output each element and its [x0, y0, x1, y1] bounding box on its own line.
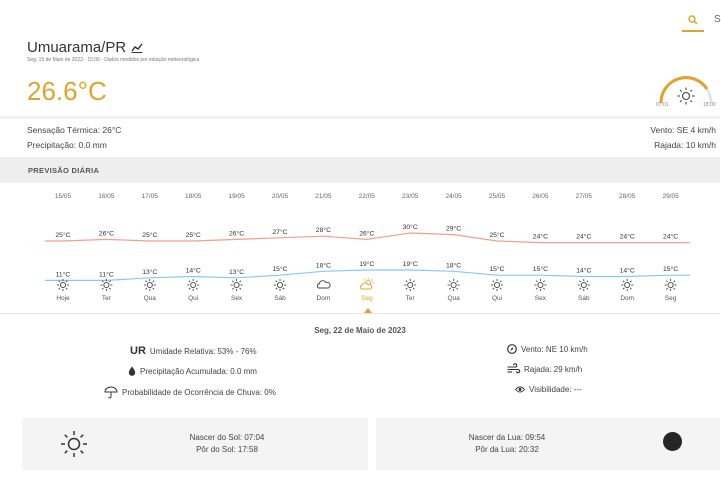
sun-icon[interactable]: [404, 279, 416, 291]
sun-icon: [60, 430, 88, 458]
sunset-text: Pôr do Sol: 17:58: [196, 445, 258, 454]
humidity-row: [130, 345, 257, 357]
city-header: [27, 39, 143, 56]
day-date: 22/05: [358, 193, 375, 200]
sun-times: [172, 432, 282, 456]
sun-icon[interactable]: [578, 279, 590, 291]
precip-text: Precipitação Acumulada: 0.0 mm: [140, 366, 257, 376]
max-temp-label: 25°C: [55, 232, 71, 239]
max-temp-label: 25°C: [185, 232, 201, 239]
detail-wind-text: Vento: NE 10 km/h: [521, 344, 588, 354]
partly-cloudy-icon[interactable]: [360, 278, 373, 289]
sun-icon[interactable]: [144, 279, 156, 291]
search-area: [682, 10, 721, 32]
sun-times-box: [22, 418, 368, 470]
station-subtitle: Seg, 15 de Maio de 2023 - 15:00 - Dados medidos por estação meteorológica: [27, 57, 200, 63]
min-temp-label: 13°C: [142, 268, 158, 276]
sun-icon[interactable]: [274, 279, 286, 291]
sun-icon[interactable]: [448, 279, 460, 291]
day-date: 19/05: [228, 193, 245, 200]
section-title: PREVISÃO DIÁRIA: [28, 166, 100, 175]
min-temp-label: 14°C: [619, 267, 635, 275]
sun-icon[interactable]: [100, 279, 112, 291]
sun-icon: [677, 87, 695, 105]
humidity-text: Umidade Relativa: 53% - 76%: [149, 346, 257, 356]
day-weekday: Seg: [664, 295, 677, 302]
min-temp-label: 14°C: [576, 267, 592, 275]
min-temp-label: 18°C: [446, 262, 462, 270]
visibility-row: [515, 385, 582, 394]
max-temp-label: 24°C: [576, 233, 592, 241]
chart-icon[interactable]: [131, 43, 143, 53]
day-date: 23/05: [402, 193, 419, 200]
cloud-icon[interactable]: [317, 281, 330, 288]
rain-prob-row: [104, 386, 276, 399]
min-temp-label: 13°C: [229, 268, 245, 276]
day-weekday: Qua: [447, 295, 460, 302]
max-temp-label: 24°C: [619, 233, 635, 241]
max-temp-label: 24°C: [663, 233, 679, 241]
rain-prob-text: Probabilidade de Ocorrência de Chuva: 0%: [122, 388, 276, 397]
humidity-abbr: UR: [130, 345, 146, 357]
sun-gauge: [655, 73, 717, 111]
detail-date: Seg, 22 de Maio de 2023: [314, 326, 406, 335]
forecast-chart: [0, 186, 720, 314]
max-temp-label: 25°C: [142, 232, 158, 239]
max-temp-label: 27°C: [272, 228, 288, 236]
detail-gust-row: [507, 364, 582, 374]
sun-icon[interactable]: [665, 279, 677, 291]
current-temperature: 26.6°C: [27, 76, 107, 106]
wind-gust-icon: [507, 364, 520, 374]
search-button[interactable]: [682, 10, 704, 32]
moon-phase-icon: [663, 432, 682, 451]
min-temp-label: 18°C: [315, 262, 331, 270]
min-temp-label: 19°C: [402, 261, 418, 268]
day-weekday: Sex: [230, 295, 243, 302]
sun-icon[interactable]: [534, 279, 546, 291]
divider: [0, 313, 720, 314]
min-temp-label: 14°C: [185, 267, 201, 275]
detail-gust-text: Rajada: 29 km/h: [524, 364, 583, 374]
day-weekday: Qua: [143, 295, 156, 302]
search-icon: [688, 15, 698, 25]
day-date: 27/05: [575, 193, 592, 200]
moonrise-text: Nascer da Lua: 09:54: [468, 433, 546, 442]
divider: [0, 116, 720, 119]
day-weekday: Dom: [620, 295, 635, 302]
sun-icon[interactable]: [187, 279, 199, 291]
day-date: 16/05: [98, 193, 115, 200]
precip-row: [128, 366, 257, 376]
raindrop-icon: [128, 366, 136, 376]
day-weekday: Qui: [188, 295, 199, 302]
day-weekday: Ter: [101, 295, 111, 302]
day-date: 18/05: [185, 193, 202, 200]
day-date: 29/05: [662, 193, 679, 200]
moon-times: [452, 432, 562, 456]
sun-icon[interactable]: [491, 279, 503, 291]
gust-text: Rajada: 10 km/h: [654, 140, 716, 150]
day-date: 20/05: [271, 193, 289, 200]
gauge-sunrise: 07:01: [656, 102, 669, 108]
day-weekday: Sáb: [274, 295, 286, 302]
day-weekday: Sex: [534, 295, 547, 302]
max-temp-label: 29°C: [446, 225, 462, 233]
day-date: 21/05: [315, 193, 332, 200]
min-temp-label: 11°C: [99, 271, 114, 279]
max-temp-label: 28°C: [315, 227, 331, 235]
sunrise-text: Nascer do Sol: 07:04: [189, 433, 265, 442]
max-temp-label: 24°C: [532, 233, 548, 241]
wind-text: Vento: SE 4 km/h: [650, 125, 716, 135]
day-weekday: Seg: [361, 295, 373, 302]
max-temp-label: 26°C: [98, 230, 114, 238]
max-temp-label: 25°C: [489, 232, 505, 239]
max-temp-label: 26°C: [359, 230, 375, 238]
compass-icon: [507, 344, 517, 354]
moonset-text: Pôr da Lua: 20:32: [475, 445, 539, 454]
gauge-sunset: 18:00: [703, 102, 716, 108]
day-date: 28/05: [619, 193, 636, 200]
min-temp-label: 19°C: [359, 261, 375, 268]
max-temp-label: 26°C: [229, 230, 245, 238]
min-temp-label: 11°C: [55, 271, 71, 279]
umbrella-icon: [104, 386, 118, 399]
daily-forecast-header: [0, 157, 720, 183]
sun-icon[interactable]: [621, 279, 633, 291]
day-weekday: Sáb: [578, 295, 590, 302]
day-date: 17/05: [141, 193, 158, 200]
day-date: 15/05: [54, 193, 72, 200]
city-name: Umuarama/PR: [27, 39, 127, 56]
max-temp-label: 30°C: [402, 224, 418, 231]
visibility-text: Visibilidade: ---: [529, 385, 582, 394]
sun-icon[interactable]: [57, 279, 69, 291]
detail-wind-row: [507, 344, 588, 354]
precipitation-text: Precipitação: 0.0 mm: [27, 140, 107, 150]
day-weekday: Hoje: [56, 295, 70, 302]
min-temp-label: 15°C: [663, 266, 679, 274]
day-date: 25/05: [488, 193, 506, 200]
min-temp-label: 15°C: [272, 266, 288, 274]
eye-icon: [515, 386, 525, 393]
min-temp-label: 15°C: [532, 266, 548, 274]
day-weekday: Dom: [316, 295, 331, 302]
sun-icon[interactable]: [231, 279, 243, 291]
day-date: 26/05: [532, 193, 549, 200]
search-label: S: [714, 14, 721, 25]
sensation-text: Sensação Térmica: 26°C: [27, 125, 122, 135]
day-weekday: Ter: [405, 295, 415, 302]
day-date: 24/05: [445, 193, 462, 200]
min-temp-label: 15°C: [489, 266, 505, 274]
day-weekday: Qui: [491, 295, 503, 302]
